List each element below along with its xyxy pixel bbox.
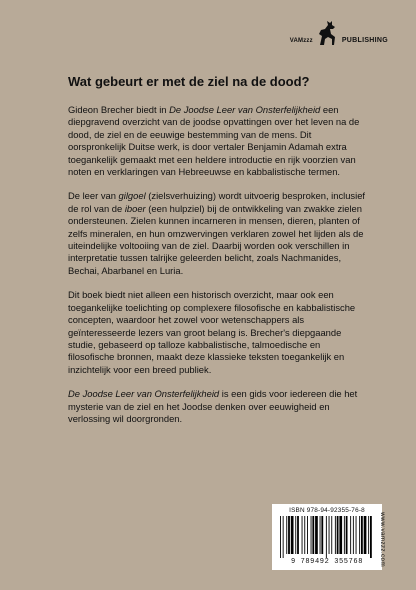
p4-text-b: is een gids voor iedereen die het mysterie van de ziel en het Joodse denken over eeuwigheid en verlossing wil doorgronden. [68, 388, 358, 424]
barcode-bar [320, 516, 321, 554]
barcode-bar [315, 516, 318, 554]
blurb-heading: Wat gebeurt er met de ziel na de dood? [68, 74, 310, 89]
p2-text-a: De leer van [68, 190, 119, 202]
barcode-bar [291, 516, 294, 554]
barcode-bar [361, 516, 363, 554]
barcode-bar [286, 516, 287, 554]
p4-book-title: De Joodse Leer van Onsterfelijkheid [68, 388, 220, 400]
barcode-bar [283, 516, 284, 558]
barcode-bar [326, 516, 327, 558]
isbn-barcode [272, 504, 382, 570]
barcode-bar [337, 516, 339, 554]
barcode-bar [329, 516, 330, 554]
barcode-bar [295, 516, 296, 554]
publisher-url: www.vamzzz.com [379, 512, 386, 567]
barcode-bar [353, 516, 354, 554]
blurb-paragraph-3: Dit boek biedt niet alleen een historisch overzicht, maar ook een toegankelijke toelichting op complexere filosofische en kabbalistische concepten, waardoor het zowel voor wetenschappers als geïnteresseerde lezers van groot belang is. Brecher's diepgaande studie, gebaseerd op talloze kabbalistische, talmoedische en filosofische bronnen, maakt deze klassieke teksten toegankelijk en inzichtelijk voor een breed publiek. [68, 289, 356, 375]
barcode-digits: 9 789492 355768 [290, 558, 363, 566]
barcode-bar [280, 516, 281, 558]
barcode-bar [350, 516, 351, 554]
barcode-bar [356, 516, 357, 554]
publisher-logo [290, 20, 388, 46]
p2-text-b: (zielsverhuizing) wordt uitvoerig besproken, inclusief de rol van de [68, 190, 366, 214]
barcode-bar [364, 516, 367, 554]
publisher-name: VAMzzz [289, 38, 313, 44]
barcode-bar [370, 516, 372, 558]
barcode-bar [339, 516, 342, 554]
barcode-bar [288, 516, 290, 554]
p2-term-gilgoel: gilgoel [118, 190, 146, 202]
barcode-bar [344, 516, 345, 554]
barcode-bar [368, 516, 369, 554]
blurb-paragraph-4 [68, 388, 368, 425]
publisher-word: PUBLISHING [341, 37, 388, 44]
p1-text-b: een diepgravend overzicht van de joodse opvattingen over het leven na de dood, de ziel en de eeuwige bestemming van de mens. Dit oorspronkelijk Duitse werk, is door vertaler Benjamin Adamah extra toegankelijk gemaakt met een heldere introductie en rijk voorzien van noten en verklaringen van Hebreeuwse en kabbalistische termen. [68, 104, 360, 178]
barcode-bar [307, 516, 308, 554]
barcode-bar [331, 516, 332, 554]
barcode-bar [335, 516, 336, 554]
barcode-bar [346, 516, 348, 554]
barcode-bar [321, 516, 323, 554]
p2-term-iboer: iboer [124, 202, 146, 214]
blurb-paragraph-1 [68, 104, 368, 178]
barcode-bar [302, 516, 303, 554]
p1-text-a: Gideon Brecher biedt in [68, 104, 170, 115]
p2-text-c: (een hulpziel) bij de ontwikkeling van zwakke zielen ondersteunen. Zielen kunnen incarneren in mensen, dieren, planten of zelfs mineralen, en hun omzwervingen verklaren zowel het lijden als de uiteindelijke voltooiing van de ziel. Daarbij worden ook verschillen in interpretatie tussen talrijke geleerden belicht, zoals Nachmanides, Bechai, Abarbanel en Luria. [68, 202, 364, 276]
blurb-paragraph-2 [68, 190, 368, 277]
publisher-wordmark [290, 20, 338, 46]
barcode-bar [304, 516, 305, 554]
p1-book-title: De Joodse Leer van Onsterfelijkheid [169, 104, 321, 115]
isbn-label: ISBN 978-94-92355-76-8 [289, 507, 365, 514]
barcode-bar [312, 516, 314, 554]
goat-icon [316, 20, 338, 46]
back-cover-text [68, 74, 368, 437]
barcode-bars [278, 516, 376, 558]
barcode-bar [359, 516, 360, 554]
barcode-bar [311, 516, 312, 554]
barcode-bar [297, 516, 299, 554]
